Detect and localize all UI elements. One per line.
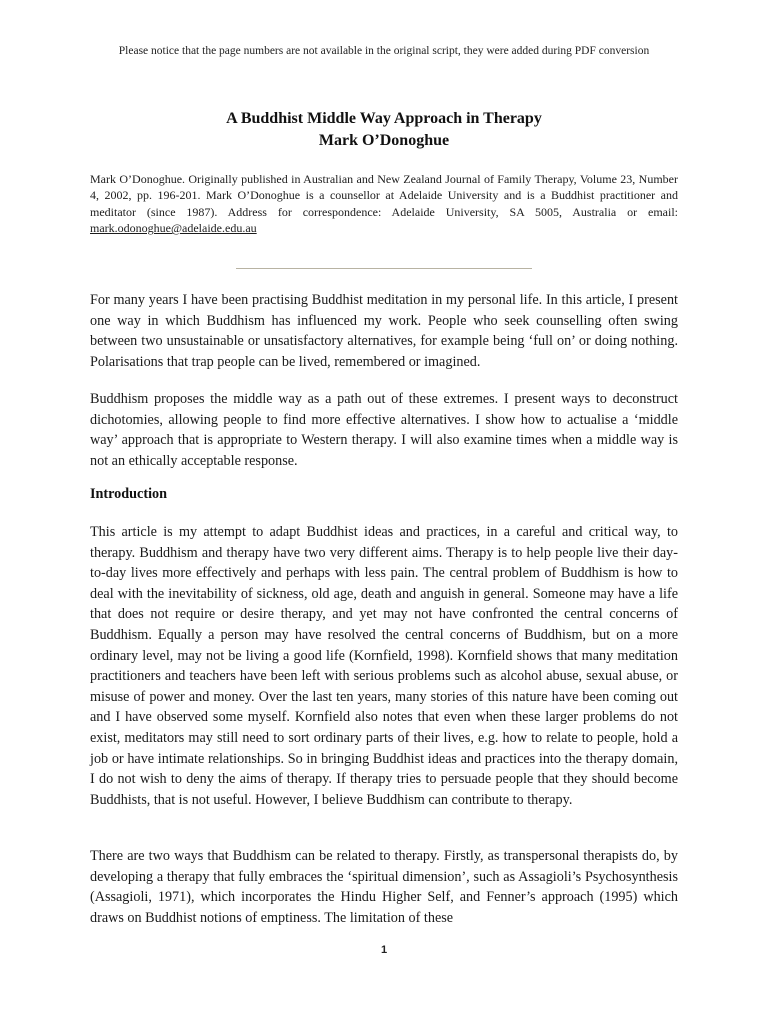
paragraph-abstract-2: Buddhism proposes the middle way as a path out of these extremes. I present ways to deconstruct dichotomies, allowing people to find more effective alternatives. I show how to actualise a ‘middle way’ approach that is appropriate to Western therapy. I will also examine times when a middle way is not an ethically acceptable response. — [90, 391, 678, 469]
separator-rule — [236, 268, 532, 269]
conversion-notice: Please notice that the page numbers are not available in the original script, they were added during PDF conversion — [118, 45, 650, 57]
paragraph-introduction-2: There are two ways that Buddhism can be related to therapy. Firstly, as transpersonal therapists do, by developing a therapy that fully embraces the ‘spiritual dimension’, such as Assagioli’s Psychosynthesis (Assagioli, 1971), which incorporates the Hindu Higher Self, and Fenner’s approach (1995) which draws on Buddhist notions of emptiness. The limitation of these — [90, 848, 678, 926]
paragraph-abstract-1: For many years I have been practising Buddhist meditation in my personal life. In this article, I present one way in which Buddhism has influenced my work. People who seek counselling often swing between two unsustainable or unsatisfactory alternatives, for example being ‘full on’ or doing nothing. Polarisations that trap people can be lived, remembered or imagined. — [90, 292, 678, 370]
page-number: 1 — [380, 944, 388, 956]
section-heading-introduction: Introduction — [90, 486, 167, 502]
article-author: Mark O’Donoghue — [318, 132, 450, 149]
article-title: A Buddhist Middle Way Approach in Therapy — [226, 110, 542, 127]
publication-info — [90, 171, 678, 237]
paragraph-introduction-1: This article is my attempt to adapt Buddhist ideas and practices, in a careful and critical way, to therapy. Buddhism and therapy have two very different aims. Therapy is to help people live their day-to-day lives more effectively and perhaps with less pain. The central problem of Buddhism is how to deal with the inevitability of sickness, old age, death and anguish in general. Someone may have a life that does not require or desire therapy, and yet may not have confronted the central concerns of Buddhism. Equally a person may have resolved the central concerns of Buddhism, but on a more ordinary level, may not be living a good life (Kornfield, 1998). Kornfield shows that many meditation practitioners and teachers have been left with serious problems such as alcohol abuse, sexual abuse, or misuse of power and money. Over the last ten years, many stories of this nature have been coming out and I have observed some myself. Kornfield also notes that even when these larger problems do not exist, meditators may still need to sort ordinary parts of their lives, e.g. how to relate to people, hold a job or have intimate relationships. So in bringing Buddhist ideas and practices into the therapy domain, I do not wish to deny the aims of therapy. If therapy tries to persuade people that they should become Buddhists, that is not useful. However, I believe Buddhism can contribute to therapy. — [90, 524, 678, 808]
publication-text: Mark O’Donoghue. Originally published in Australian and New Zealand Journal of Family Therapy, Volume 23, Number 4, 2002, pp. 196-201. Mark O’Donoghue is a counsellor at Adelaide University and is a Buddhist practitioner and meditator (since 1987). Address for correspondence: Adelaide University, SA 5005, Australia or email: — [90, 172, 678, 219]
email-link[interactable]: mark.odonoghue@adelaide.edu.au — [90, 221, 257, 236]
title-block — [0, 108, 768, 152]
